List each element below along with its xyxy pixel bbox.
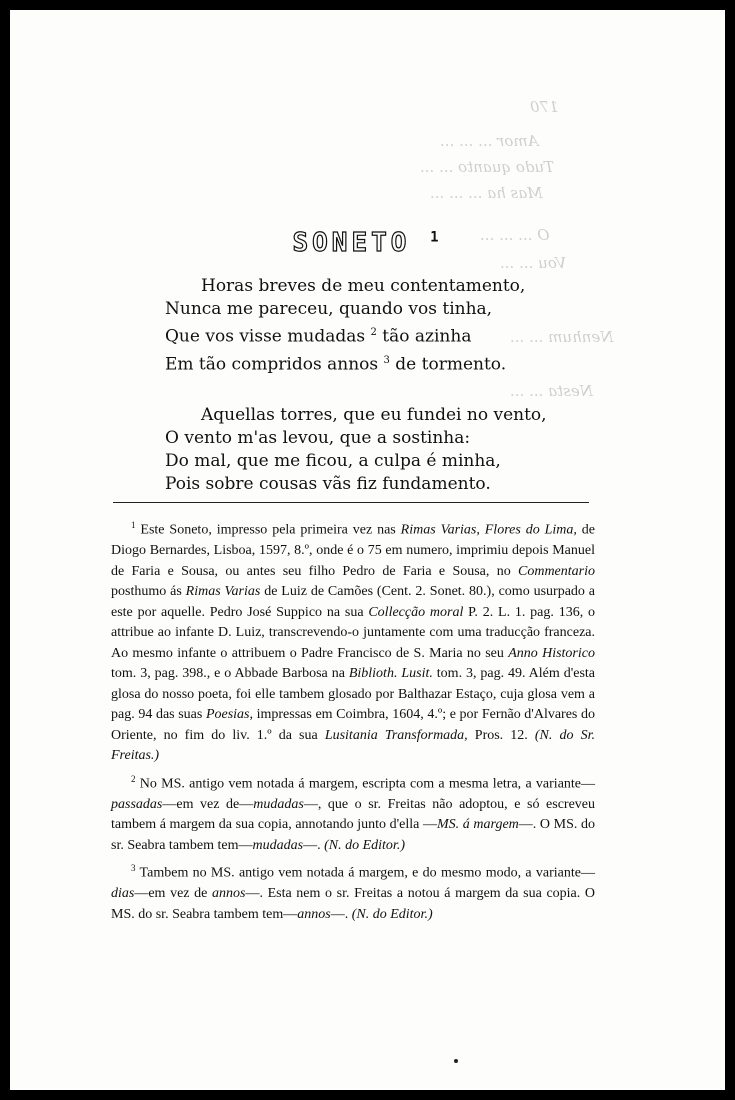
footnote-number: 1 (131, 520, 136, 530)
poem-stanza-1 (165, 275, 585, 376)
footnote-number: 2 (131, 773, 136, 784)
book-page (10, 10, 725, 1090)
poem-line: Pois sobre cousas vãs fiz fundamento. (165, 474, 491, 494)
poem-line: Horas breves de meu contentamento, (201, 276, 526, 296)
footnotes (111, 515, 595, 927)
poem-stanza-2 (165, 404, 585, 496)
bleed-through-text: Nesta ... ... (510, 382, 593, 400)
poem-line: O vento m'as levou, que a sostinha: (165, 428, 471, 448)
footnote-mark: 3 (383, 354, 390, 366)
poem-line-text: Em tão compridos annos (165, 354, 379, 375)
footnote-mark: 2 (370, 327, 377, 338)
poem-line-text: Que vos visse mudadas (165, 326, 366, 347)
poem-line (165, 321, 585, 349)
bleed-through-text: Tudo quanto ... ... (420, 158, 555, 176)
bleed-through-text: Mas ha ... ... ... (430, 184, 543, 202)
poem-line: Do mal, que me ficou, a culpa é minha, (165, 451, 501, 471)
bleed-through-text: Vou ... ... (500, 254, 567, 272)
bleed-through-text: Amor ... ... ... (440, 132, 539, 150)
poem-line-text: tão azinha (376, 326, 472, 347)
footnote-2: $^2$ No MS. antigo vem notada á margem, escripta com a mesma letra, a variante—passadas—em vez de—mudadas—, que o sr. Freitas não adoptou, e só escreveu tambem á margem da sua copia, annotando junto d'ella —MS. á margem—. O MS. do sr. Seabra tambem tem—mudadas—. (N. do Editor.) (111, 773, 596, 853)
footnote-3: $^3$ Tambem no MS. antigo vem notada á margem, e do mesmo modo, a variante—dias—em vez de annos—. Esta nem o sr. Freitas a notou á margem da sua copia. O MS. do sr. Seabra tambem tem—annos—. (N. do Editor.) (111, 863, 595, 922)
footnote-number: 3 (131, 863, 136, 874)
title-text: SONETO (292, 228, 411, 258)
title-footnote-mark: 1 (430, 229, 443, 246)
poem-line-text: de tormento. (389, 354, 507, 375)
bleed-through-text: 170 (530, 98, 559, 116)
page-title (10, 228, 725, 258)
poem-line: Nunca me pareceu, quando vos tinha, (165, 299, 493, 319)
footnote-1: $^1$ Este Soneto, impresso pela primeira vez nas Rimas Varias, Flores do Lima, de Diogo Bernardes, Lisboa, 1597, 8.º, onde é o 75 em numero, imprimiu depois Manuel de Faria e Sousa, ou antes seu filho Pedro de Faria e Sousa, no Commentario posthumo ás Rimas Varias de Luiz de Camões (Cent. 2. Sonet. 80.), como usurpado a este por aquelle. Pedro José Suppico na sua Collecção moral P. 2. L. 1. pag. 136, o attribue ao infante D. Luiz, transcrevendo-o juntamente com uma traducção franceza. Ao mesmo infante o attribuem o Padre Francisco de S. Maria no seu Anno Historico tom. 3, pag. 398., e o Abbade Barbosa na Biblioth. Lusit. tom. 3, pag. 49. Além d'esta glosa do nosso poeta, foi elle tambem glosado por Balthazar Estaço, cuja glosa vem a pag. 94 das suas Poesias, impressas em Coimbra, 1604, 4.º; e por Fernão d'Alvares do Oriente, no fim do liv. 1.º da sua Lusitania Transformada, Pros. 12. (N. do Sr. Freitas.) (111, 520, 596, 764)
footnote-divider (113, 502, 589, 503)
bleed-through-text: O ... ... ... (480, 226, 550, 244)
bleed-through-text: Nenhum ... ... (510, 328, 614, 346)
poem-line: Aquellas torres, que eu fundei no vento, (201, 405, 547, 425)
poem-line (165, 349, 585, 377)
page-speck (454, 1059, 458, 1063)
